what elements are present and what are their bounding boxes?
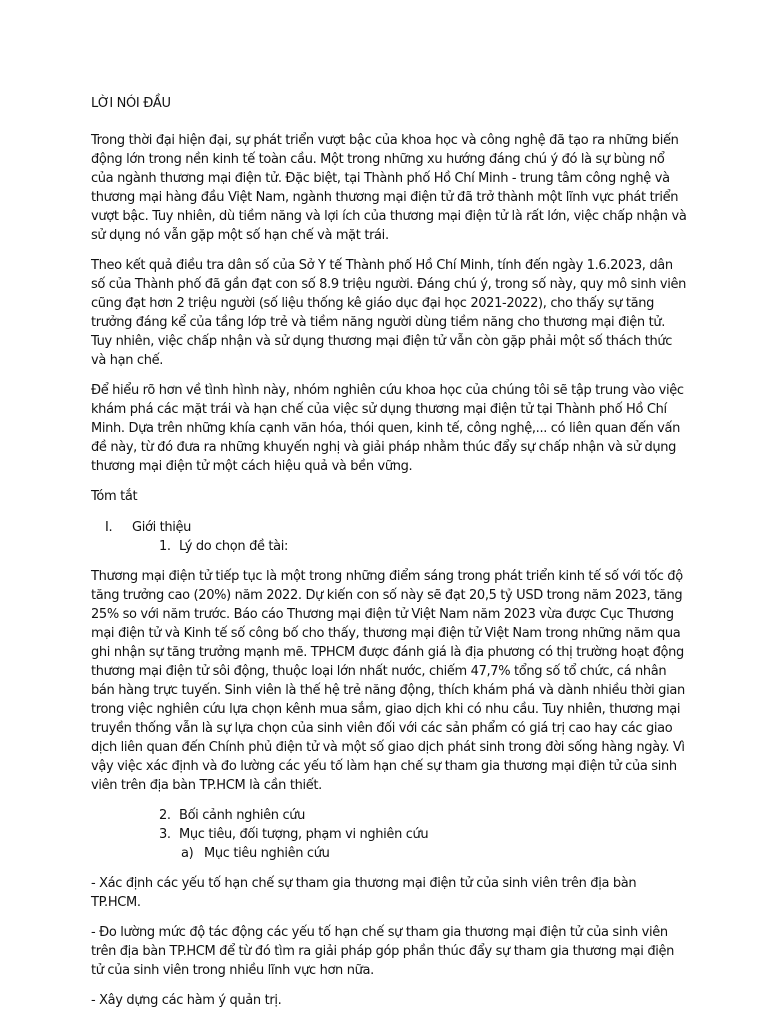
summary-label: Tóm tắt — [91, 489, 138, 504]
subsection-label: Bối cảnh nghiên cứu — [179, 808, 306, 823]
subsection-marker: 2. — [159, 808, 171, 823]
intro-paragraph-3: Để hiểu rõ hơn về tình hình này, nhóm nghiên cứu khoa học của chúng tôi sẽ tập trung vào việc khám phá các mặt trái và hạn chế của việc sử dụng thương mại điện tử tại Thành phố Hồ Chí Minh. Dựa trên những khía cạnh văn hóa, thói quen, kinh tế, công nghệ,... có liên quan đến vấn đề này, từ đó đưa ra những khuyến nghị và giải pháp nhằm thúc đẩy sự chấp nhận và sử dụng thương mại điện tử một cách hiệu quả và bền vững. — [91, 383, 684, 474]
subsection-marker: a) — [181, 846, 194, 861]
subsection-label: Mục tiêu nghiên cứu — [204, 846, 330, 861]
document-title: LỜI NÓI ĐẦU — [91, 96, 171, 111]
subsection-reason — [91, 537, 687, 556]
objective-item-1: - Xác định các yếu tố hạn chế sự tham gia thương mại điện tử của sinh viên trên địa bàn TP.HCM. — [91, 876, 637, 910]
intro-paragraph-2: Theo kết quả điều tra dân số của Sở Y tế Thành phố Hồ Chí Minh, tính đến ngày 1.6.2023, dân số của Thành phố đã gần đạt con số 8.9 triệu người. Đáng chú ý, trong số này, quy mô sinh viên cũng đạt hơn 2 triệu người (số liệu thống kê giáo dục đại học 2021-2022), cho thấy sự tăng trưởng đáng kể của tầng lớp trẻ và tiềm năng người dùng tiềm năng cho thương mại điện tử. Tuy nhiên, việc chấp nhận và sử dụng thương mại điện tử vẫn còn gặp phải một số thách thức và hạn chế. — [91, 258, 687, 368]
section-label: Giới thiệu — [132, 520, 192, 535]
subsection-marker: 3. — [159, 827, 171, 842]
subsection-label: Mục tiêu, đối tượng, phạm vi nghiên cứu — [179, 827, 429, 842]
reason-paragraph: Thương mại điện tử tiếp tục là một trong những điểm sáng trong phát triển kinh tế số với tốc độ tăng trưởng cao (20%) năm 2022. Dự kiến con số này sẽ đạt 20,5 tỷ USD trong năm 2023, tăng 25% so với năm trước. Báo cáo Thương mại điện tử Việt Nam năm 2023 vừa được Cục Thương mại điện tử và Kinh tế số công bố cho thấy, thương mại điện tử Việt Nam trong những năm qua ghi nhận sự tăng trưởng mạnh mẽ. TPHCM được đánh giá là địa phương có thị trường hoạt động thương mại điện tử sôi động, thuộc loại lớn nhất nước, chiếm 47,7% tổng số tổ chức, cá nhân bán hàng trực tuyến. Sinh viên là thế hệ trẻ năng động, thích khám phá và dành nhiều thời gian trong việc nghiên cứu lựa chọn kênh mua sắm, giao dịch khi có nhu cầu. Tuy nhiên, thương mại truyền thống vẫn là sự lựa chọn của sinh viên đối với các sản phẩm có giá trị cao hay các giao dịch liên quan đến Chính phủ điện tử và một số giao dịch phát sinh trong đời sống hàng ngày. Vì vậy việc xác định và đo lường các yếu tố làm hạn chế sự tham gia thương mại điện tử của sinh viên trên địa bàn TP.HCM là cần thiết. — [91, 569, 685, 793]
document-page — [91, 86, 687, 1021]
subsection-objectives-scope — [91, 825, 687, 844]
section-introduction — [91, 518, 687, 537]
objective-item-3: - Xây dựng các hàm ý quản trị. — [91, 993, 282, 1008]
subsection-research-objectives — [91, 844, 687, 863]
section-marker: I. — [105, 520, 113, 535]
subsection-marker: 1. — [159, 539, 171, 554]
subsection-context — [91, 806, 687, 825]
objective-item-2: - Đo lường mức độ tác động các yếu tố hạn chế sự tham gia thương mại điện tử của sinh viên trên địa bàn TP.HCM để từ đó tìm ra giải pháp góp phần thúc đẩy sự tham gia thương mại điện tử của sinh viên trong nhiều lĩnh vực hơn nữa. — [91, 925, 675, 978]
subsection-label: Lý do chọn đề tài: — [179, 539, 289, 554]
intro-paragraph-1: Trong thời đại hiện đại, sự phát triển vượt bậc của khoa học và công nghệ đã tạo ra những biến động lớn trong nền kinh tế toàn cầu. Một trong những xu hướng đáng chú ý đó là sự bùng nổ của ngành thương mại điện tử. Đặc biệt, tại Thành phố Hồ Chí Minh - trung tâm công nghệ và thương mại hàng đầu Việt Nam, ngành thương mại điện tử đã trở thành một lĩnh vực phát triển vượt bậc. Tuy nhiên, dù tiềm năng và lợi ích của thương mại điện tử là rất lớn, việc chấp nhận và sử dụng nó vẫn gặp một số hạn chế và mặt trái. — [91, 133, 687, 243]
